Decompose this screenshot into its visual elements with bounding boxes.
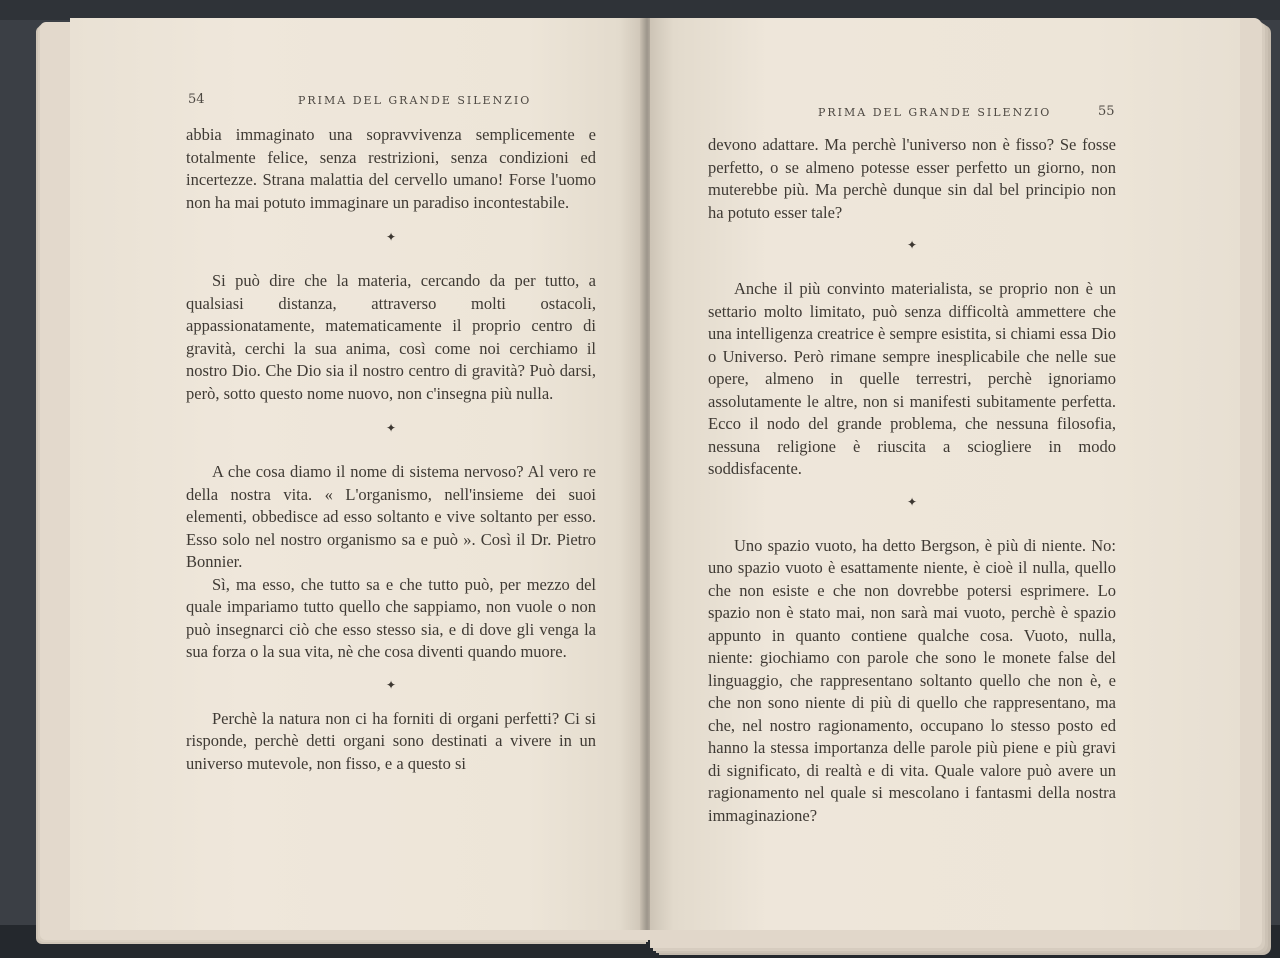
right-ornament-1: ✦ <box>906 238 918 252</box>
right-page <box>650 18 1240 930</box>
left-paragraph-1: abbia immaginato una sopravvivenza semplicemente e totalmente felice, senza restrizioni, senza condizioni ed incertezze. Strana malattia del cervello umano! Forse l'uomo non ha mai potuto immaginare un paradiso incontestabile. <box>186 125 596 212</box>
left-page <box>70 18 642 930</box>
left-ornament-3: ✦ <box>385 677 397 692</box>
left-page-number: 54 <box>188 92 205 107</box>
right-page-number: 55 <box>1098 104 1115 119</box>
left-ornament-2: ✦ <box>385 421 397 435</box>
right-paragraph-3: Uno spazio vuoto, ha detto Bergson, è più di niente. No: uno spazio vuoto è esattamente niente, è cioè il nulla, quello che non esiste e che non dovrebbe potersi esprimere. Lo spazio non è stato mai, non sarà mai vuoto, perchè è spazio appunto in quanto contiene qualche cosa. Vuoto, nulla, niente: giochiamo con parole che sono le monete false del linguaggio, che rappresentano soltanto quello che non è, e che non sono niente di più di quello che rappresentano, ma che, nel nostro ragionamento, occupano lo stesso posto ed hanno la stessa importanza delle parole più piene e più gravi di significato, di realtà e di vita. Quale valore può avere un ragionamento nel quale si mescolano i fantasmi della nostra immaginazione? <box>708 535 1116 825</box>
spacer <box>708 260 1116 278</box>
left-paragraph-2: Si può dire che la materia, cercando da per tutto, a qualsiasi distanza, attraverso molti ostacoli, appassionatamente, matematicamente il proprio centro di gravità, cerchi la sua anima, così come noi cerchiamo il nostro Dio. Che Dio sia il nostro centro di gravità? Può darsi, però, sotto questo nome nuovo, non c'insegna più nulla. <box>186 271 596 403</box>
right-paragraph-2: Anche il più convinto materialista, se proprio non è un settario molto limitato, può senza difficoltà ammettere che una intelligenza creatrice è sempre esistita, si chiami essa Dio o Universo. Però rimane sempre inesplicabile che nelle sue opere, almeno in quelle terrestri, perchè ignoriamo assolutamente le altre, non si manifesti subitamente perfetta. Ecco il nodo del grande problema, che nessuna filosofia, nessuna religione è riuscita a sciogliere in modo soddisfacente. <box>708 279 1116 478</box>
left-ornament-1: ✦ <box>385 230 397 244</box>
left-page-body <box>186 124 596 775</box>
spacer <box>186 252 596 270</box>
right-ornament-2: ✦ <box>906 494 918 509</box>
left-paragraph-5: Perchè la natura non ci ha forniti di organi perfetti? Ci si risponde, perchè detti organi sono destinati a vivere in un universo mutevole, non fisso, e a questo si <box>186 708 596 773</box>
right-running-head: PRIMA DEL GRANDE SILENZIO <box>818 106 1052 119</box>
right-page-body <box>708 134 1116 827</box>
spacer <box>186 700 596 708</box>
background-top <box>0 0 1280 20</box>
left-running-head: PRIMA DEL GRANDE SILENZIO <box>298 94 532 107</box>
left-paragraph-4: Sì, ma esso, che tutto sa e che tutto può, per mezzo del quale impariamo tutto quello che sappiamo, non vuole o non può insegnarci ciò che esso stesso sia, e di dove gli venga la sua forza o la sua vita, nè che cosa diventi quando muore. <box>186 574 596 661</box>
right-paragraph-1: devono adattare. Ma perchè l'universo non è fisso? Se fosse perfetto, o se almeno potesse esser perfetto un giorno, non muterebbe più. Ma perchè dunque sin dal bel principio non ha potuto esser tale? <box>708 135 1116 222</box>
spacer <box>708 517 1116 535</box>
left-paragraph-3: A che cosa diamo il nome di sistema nervoso? Al vero re della nostra vita. « L'organismo, nell'insieme dei suoi elementi, obbedisce ad esso soltanto e vive soltanto per esso. Esso solo nel nostro organismo sa e può ». Così il Dr. Pietro Bonnier. <box>186 462 596 571</box>
spacer <box>186 443 596 461</box>
